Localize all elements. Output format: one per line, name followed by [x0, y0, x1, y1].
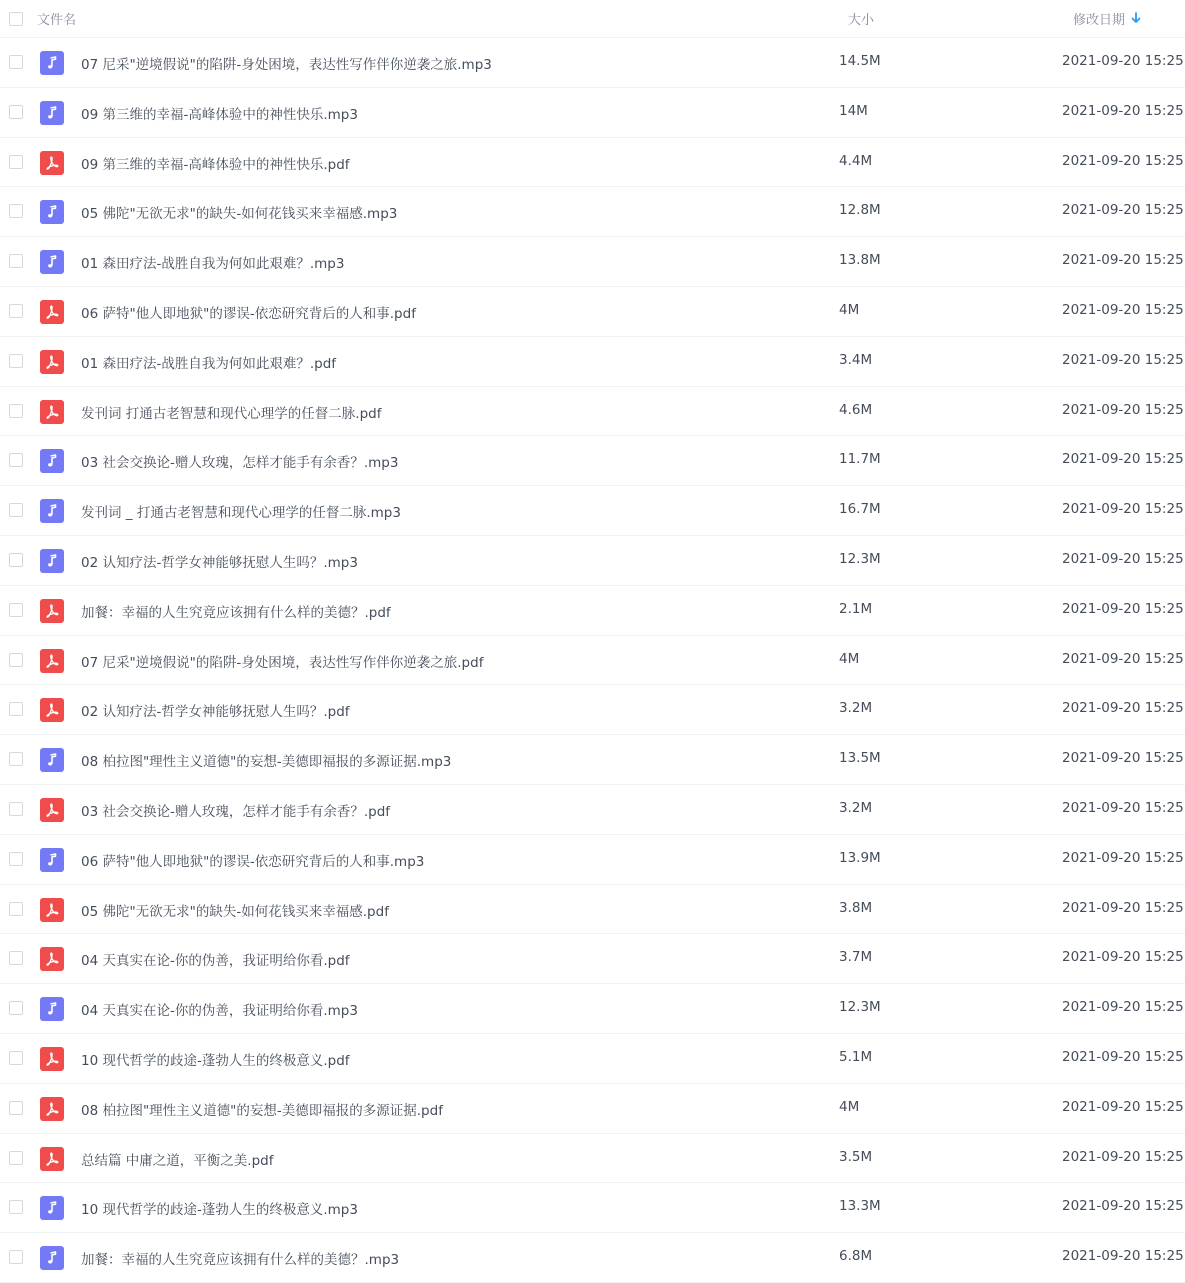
file-size: 11.7M — [839, 451, 881, 468]
file-row[interactable] — [0, 287, 1185, 337]
column-header-modified-date[interactable]: 修改日期 — [1073, 13, 1126, 28]
file-size: 13.5M — [839, 750, 881, 767]
file-row[interactable] — [0, 636, 1185, 686]
row-checkbox[interactable] — [9, 1001, 23, 1015]
pdf-file-icon — [40, 698, 64, 722]
pdf-file-icon — [40, 1097, 64, 1121]
file-modified-date: 2021-09-20 15:25 — [1062, 401, 1184, 418]
row-checkbox[interactable] — [9, 702, 23, 716]
file-list-header — [0, 0, 1185, 38]
audio-file-icon — [40, 848, 64, 872]
file-modified-date: 2021-09-20 15:25 — [1062, 750, 1184, 767]
file-name[interactable]: 总结篇 中庸之道，平衡之美.pdf — [81, 1152, 274, 1169]
file-modified-date: 2021-09-20 15:25 — [1062, 849, 1184, 866]
file-modified-date: 2021-09-20 15:25 — [1062, 1148, 1184, 1165]
file-modified-date: 2021-09-20 15:25 — [1062, 451, 1184, 468]
file-name[interactable]: 06 萨特"他人即地狱"的谬误-依恋研究背后的人和事.pdf — [81, 305, 416, 322]
file-size: 4.6M — [839, 401, 873, 418]
file-row[interactable] — [0, 1134, 1185, 1184]
file-size: 13.3M — [839, 1198, 881, 1215]
file-modified-date: 2021-09-20 15:25 — [1062, 351, 1184, 368]
file-row[interactable] — [0, 1233, 1185, 1283]
row-checkbox[interactable] — [9, 105, 23, 119]
row-checkbox[interactable] — [9, 155, 23, 169]
file-row[interactable] — [0, 486, 1185, 536]
file-name[interactable]: 03 社会交换论-赠人玫瑰，怎样才能手有余香？.mp3 — [81, 455, 399, 472]
file-name[interactable]: 加餐：幸福的人生究竟应该拥有什么样的美德？.pdf — [81, 604, 391, 621]
pdf-file-icon — [40, 898, 64, 922]
row-checkbox[interactable] — [9, 354, 23, 368]
file-modified-date: 2021-09-20 15:25 — [1062, 999, 1184, 1016]
file-name[interactable]: 08 柏拉图"理性主义道德"的妄想-美德即福报的多源证据.pdf — [81, 1102, 443, 1119]
file-row[interactable] — [0, 187, 1185, 237]
audio-file-icon — [40, 549, 64, 573]
file-modified-date: 2021-09-20 15:25 — [1062, 650, 1184, 667]
file-row[interactable] — [0, 337, 1185, 387]
file-name[interactable]: 02 认知疗法-哲学女神能够抚慰人生吗？.pdf — [81, 704, 350, 721]
pdf-file-icon — [40, 1147, 64, 1171]
file-size: 3.7M — [839, 949, 873, 966]
file-name[interactable]: 10 现代哲学的歧途-蓬勃人生的终极意义.mp3 — [81, 1202, 358, 1219]
file-size: 14.5M — [839, 53, 881, 69]
file-row[interactable] — [0, 88, 1185, 138]
file-name[interactable]: 04 天真实在论-你的伪善，我证明给你看.pdf — [81, 953, 350, 970]
row-checkbox[interactable] — [9, 852, 23, 866]
pdf-file-icon — [40, 300, 64, 324]
file-name[interactable]: 01 森田疗法-战胜自我为何如此艰难？.mp3 — [81, 256, 345, 273]
file-row[interactable] — [0, 685, 1185, 735]
file-size: 3.4M — [839, 351, 873, 368]
file-name[interactable]: 02 认知疗法-哲学女神能够抚慰人生吗？.mp3 — [81, 554, 358, 571]
file-size: 14M — [839, 102, 868, 119]
row-checkbox[interactable] — [9, 752, 23, 766]
file-name[interactable]: 发刊词 打通古老智慧和现代心理学的任督二脉.pdf — [81, 405, 382, 422]
file-size: 3.8M — [839, 899, 873, 916]
row-checkbox[interactable] — [9, 55, 23, 69]
row-checkbox[interactable] — [9, 503, 23, 517]
pdf-file-icon — [40, 350, 64, 374]
file-modified-date: 2021-09-20 15:25 — [1062, 202, 1184, 219]
file-modified-date: 2021-09-20 15:25 — [1062, 1248, 1184, 1265]
file-name[interactable]: 07 尼采"逆境假说"的陷阱-身处困境，表达性写作伴你逆袭之旅.pdf — [81, 654, 484, 671]
audio-file-icon — [40, 1196, 64, 1220]
audio-file-icon — [40, 1246, 64, 1270]
file-modified-date: 2021-09-20 15:25 — [1062, 700, 1184, 717]
row-checkbox[interactable] — [9, 553, 23, 567]
file-name[interactable]: 09 第三维的幸福-高峰体验中的神性快乐.mp3 — [81, 106, 358, 123]
audio-file-icon — [40, 748, 64, 772]
file-name[interactable]: 发刊词 _ 打通古老智慧和现代心理学的任督二脉.mp3 — [81, 505, 401, 522]
row-checkbox[interactable] — [9, 404, 23, 418]
file-modified-date: 2021-09-20 15:25 — [1062, 102, 1184, 119]
file-name[interactable]: 04 天真实在论-你的伪善，我证明给你看.mp3 — [81, 1003, 358, 1020]
file-modified-date: 2021-09-20 15:25 — [1062, 799, 1184, 816]
file-modified-date: 2021-09-20 15:25 — [1062, 53, 1184, 69]
file-name[interactable]: 10 现代哲学的歧途-蓬勃人生的终极意义.pdf — [81, 1052, 350, 1069]
row-checkbox[interactable] — [9, 254, 23, 268]
file-modified-date: 2021-09-20 15:25 — [1062, 600, 1184, 617]
file-size: 3.5M — [839, 1148, 873, 1165]
file-size: 3.2M — [839, 700, 873, 717]
audio-file-icon — [40, 51, 64, 75]
file-size: 6.8M — [839, 1248, 873, 1265]
column-header-filename[interactable]: 文件名 — [37, 13, 77, 28]
file-name[interactable]: 加餐：幸福的人生究竟应该拥有什么样的美德？.mp3 — [81, 1252, 400, 1269]
pdf-file-icon — [40, 649, 64, 673]
select-all-checkbox[interactable] — [9, 12, 23, 26]
file-row[interactable] — [0, 536, 1185, 586]
pdf-file-icon — [40, 947, 64, 971]
file-size: 3.2M — [839, 799, 873, 816]
row-checkbox[interactable] — [9, 603, 23, 617]
file-row[interactable] — [0, 835, 1185, 885]
file-name[interactable]: 09 第三维的幸福-高峰体验中的神性快乐.pdf — [81, 156, 350, 173]
row-checkbox[interactable] — [9, 1051, 23, 1065]
file-row[interactable] — [0, 735, 1185, 785]
row-checkbox[interactable] — [9, 1250, 23, 1264]
row-checkbox[interactable] — [9, 1151, 23, 1165]
file-size: 2.1M — [839, 600, 873, 617]
arrow-down-icon[interactable] — [1131, 12, 1141, 24]
file-list — [0, 38, 1185, 1283]
file-name[interactable]: 05 佛陀"无欲无求"的缺失-如何花钱买来幸福感.pdf — [81, 903, 389, 920]
pdf-file-icon — [40, 151, 64, 175]
pdf-file-icon — [40, 1047, 64, 1071]
file-modified-date: 2021-09-20 15:25 — [1062, 152, 1184, 169]
file-name[interactable]: 05 佛陀"无欲无求"的缺失-如何花钱买来幸福感.mp3 — [81, 206, 398, 223]
file-name[interactable]: 03 社会交换论-赠人玫瑰，怎样才能手有余香？.pdf — [81, 803, 391, 820]
file-size: 4M — [839, 650, 860, 667]
file-row[interactable] — [0, 984, 1185, 1034]
file-row[interactable] — [0, 387, 1185, 437]
file-modified-date: 2021-09-20 15:25 — [1062, 550, 1184, 567]
file-modified-date: 2021-09-20 15:25 — [1062, 1198, 1184, 1215]
file-row[interactable] — [0, 885, 1185, 935]
audio-file-icon — [40, 449, 64, 473]
row-checkbox[interactable] — [9, 902, 23, 916]
audio-file-icon — [40, 200, 64, 224]
file-row[interactable] — [0, 1183, 1185, 1233]
file-size: 13.8M — [839, 252, 881, 269]
file-name[interactable]: 06 萨特"他人即地狱"的谬误-依恋研究背后的人和事.mp3 — [81, 853, 425, 870]
file-row[interactable] — [0, 785, 1185, 835]
row-checkbox[interactable] — [9, 802, 23, 816]
audio-file-icon — [40, 997, 64, 1021]
file-modified-date: 2021-09-20 15:25 — [1062, 301, 1184, 318]
file-size: 12.3M — [839, 550, 881, 567]
file-row[interactable] — [0, 1034, 1185, 1084]
file-modified-date: 2021-09-20 15:25 — [1062, 949, 1184, 966]
row-checkbox[interactable] — [9, 204, 23, 218]
file-name[interactable]: 01 森田疗法-战胜自我为何如此艰难？.pdf — [81, 355, 337, 372]
file-row[interactable] — [0, 1084, 1185, 1134]
file-name[interactable]: 07 尼采"逆境假说"的陷阱-身处困境，表达性写作伴你逆袭之旅.mp3 — [81, 57, 492, 73]
file-row[interactable] — [0, 436, 1185, 486]
pdf-file-icon — [40, 599, 64, 623]
file-row[interactable] — [0, 237, 1185, 287]
pdf-file-icon — [40, 798, 64, 822]
file-size: 4.4M — [839, 152, 873, 169]
file-modified-date: 2021-09-20 15:25 — [1062, 899, 1184, 916]
file-modified-date: 2021-09-20 15:25 — [1062, 501, 1184, 518]
row-checkbox[interactable] — [9, 1101, 23, 1115]
file-row[interactable] — [0, 586, 1185, 636]
row-checkbox[interactable] — [9, 653, 23, 667]
file-name[interactable]: 08 柏拉图"理性主义道德"的妄想-美德即福报的多源证据.mp3 — [81, 754, 452, 771]
file-size: 5.1M — [839, 1048, 873, 1065]
column-header-size[interactable]: 大小 — [848, 13, 875, 28]
file-size: 12.3M — [839, 999, 881, 1016]
file-size: 12.8M — [839, 202, 881, 219]
file-row[interactable] — [0, 38, 1185, 88]
pdf-file-icon — [40, 400, 64, 424]
row-checkbox[interactable] — [9, 453, 23, 467]
row-checkbox[interactable] — [9, 951, 23, 965]
file-row[interactable] — [0, 934, 1185, 984]
file-modified-date: 2021-09-20 15:25 — [1062, 1098, 1184, 1115]
file-size: 16.7M — [839, 501, 881, 518]
file-row[interactable] — [0, 138, 1185, 188]
audio-file-icon — [40, 250, 64, 274]
file-modified-date: 2021-09-20 15:25 — [1062, 1048, 1184, 1065]
audio-file-icon — [40, 499, 64, 523]
audio-file-icon — [40, 101, 64, 125]
file-size: 13.9M — [839, 849, 881, 866]
file-size: 4M — [839, 301, 860, 318]
row-checkbox[interactable] — [9, 1200, 23, 1214]
file-modified-date: 2021-09-20 15:25 — [1062, 252, 1184, 269]
file-size: 4M — [839, 1098, 860, 1115]
row-checkbox[interactable] — [9, 304, 23, 318]
